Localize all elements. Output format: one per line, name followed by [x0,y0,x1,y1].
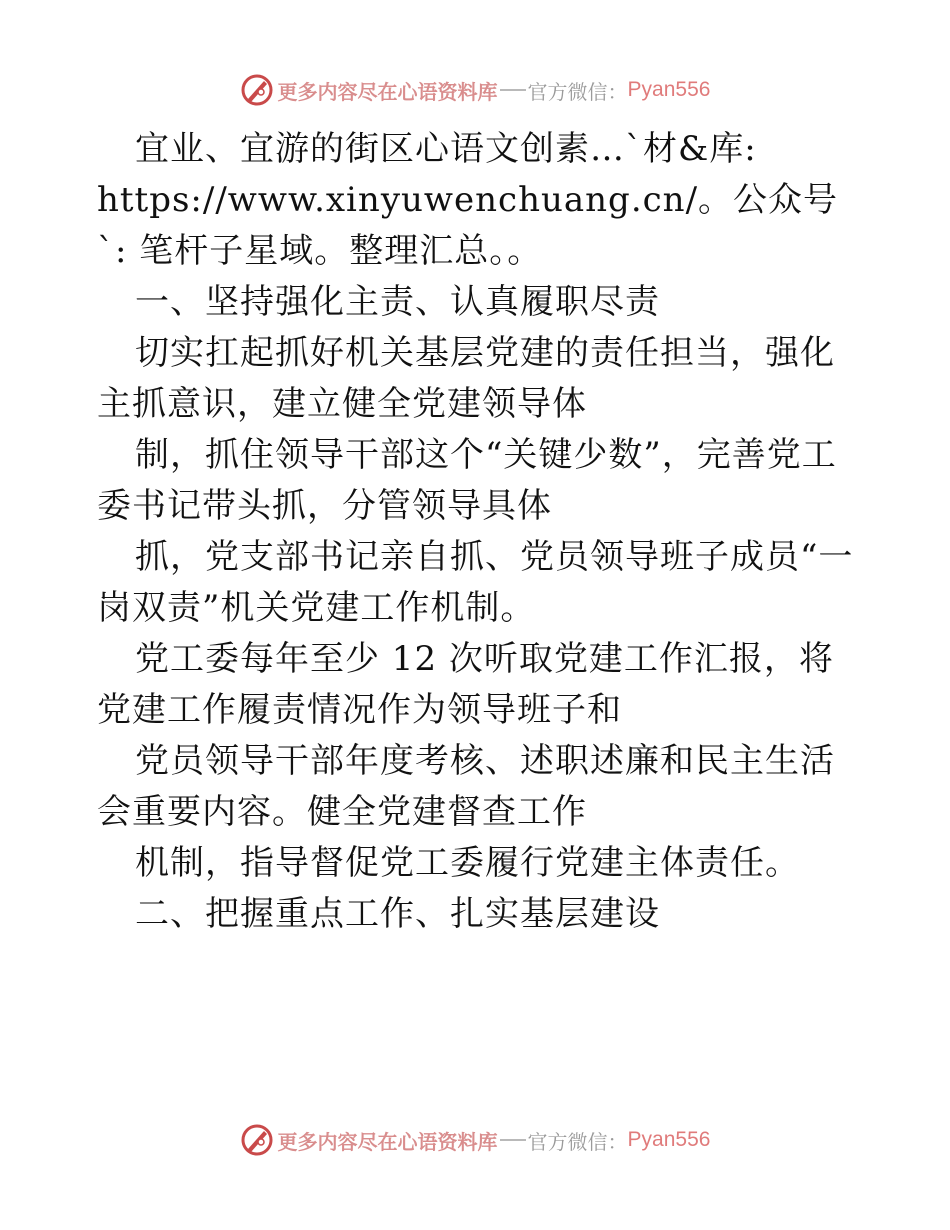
paragraph-2: 制，抓住领导干部这个“关键少数”，完善党工委书记带头抓，分管领导具体 [97,435,837,526]
header-wechat-label: 官方微信： [527,79,628,104]
section-heading-2: 二、把握重点工作、扎实基层建设 [135,894,660,934]
paragraph-5: 党员领导干部年度考核、述职述廉和民主生活会重要内容。健全党建督查工作 [97,741,835,832]
section-heading-1: 一、坚持强化主责、认真履职尽责 [135,282,660,322]
footer-wechat-id: Pyan556 [627,1128,711,1151]
footer-banner [0,1120,950,1160]
header-dash [500,89,526,91]
header-banner [0,70,950,110]
paragraph-4: 党工委每年至少 12 次听取党建工作汇报，将党建工作履责情况作为领导班子和 [97,639,834,730]
document-body [97,124,857,940]
header-wechat-id: Pyan556 [627,78,711,101]
footer-slogan: 更多内容尽在心语资料库 [277,1129,498,1154]
footer-dash [500,1139,526,1141]
pen-logo-icon [240,73,274,107]
paragraph-3: 抓，党支部书记亲自抓、党员领导班子成员“一岗双责”机关党建工作机制。 [97,537,854,628]
source-link-text: https://www.xinyuwenchuang.cn/。公众号`: 笔杆子星域。整理汇总。。 [97,180,839,271]
intro-line: 宜业、宜游的街区心语文创素…`材&库: [135,129,757,169]
paragraph-1: 切实扛起抓好机关基层党建的责任担当，强化主抓意识，建立健全党建领导体 [97,333,835,424]
header-slogan: 更多内容尽在心语资料库 [277,79,498,104]
footer-wechat-label: 官方微信： [527,1129,628,1154]
paragraph-6: 机制，指导督促党工委履行党建主体责任。 [135,843,800,883]
pen-logo-icon [240,1123,274,1157]
